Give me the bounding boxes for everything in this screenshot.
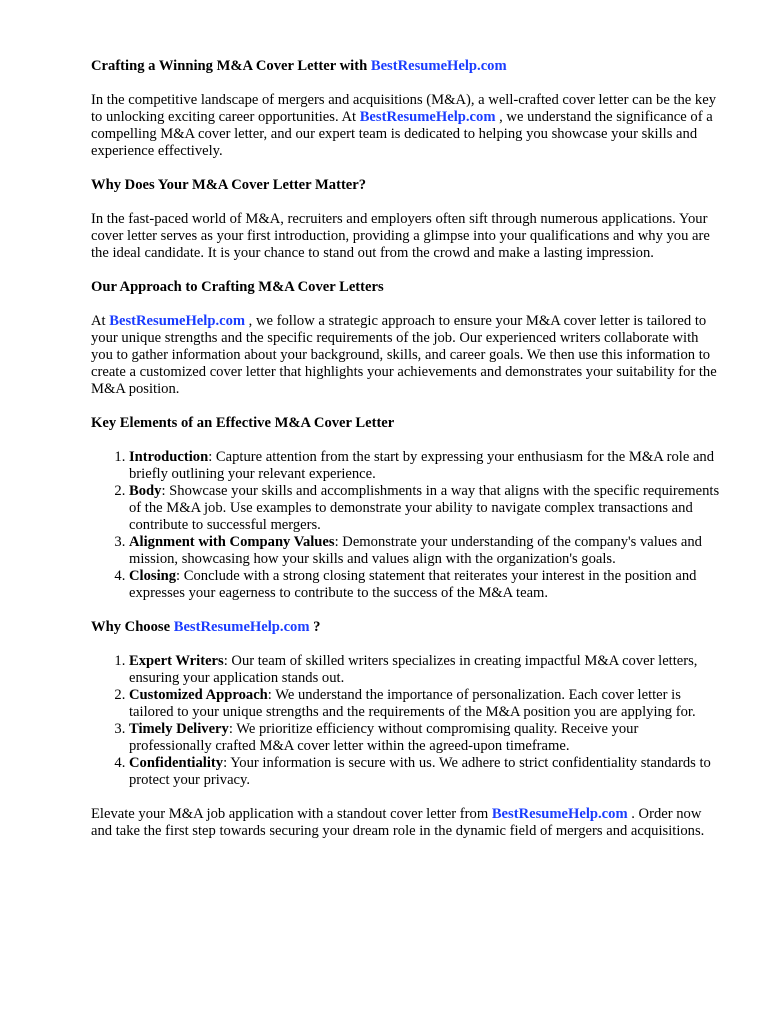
key-elements-list bbox=[91, 449, 721, 602]
list-item-text: : We understand the importance of personalization. Each cover letter is tailored to your unique strengths and the requirements of the M&A position you are applying for. bbox=[129, 687, 696, 720]
closing-brand-link[interactable]: BestResumeHelp.com bbox=[491, 806, 628, 822]
document-title bbox=[91, 58, 721, 75]
list-item bbox=[129, 534, 721, 568]
title-brand-link[interactable]: BestResumeHelp.com bbox=[370, 58, 507, 74]
list-item-text: : Demonstrate your understanding of the company's values and mission, showcasing how your skills and values align with the organization's goals. bbox=[129, 534, 702, 567]
list-item bbox=[129, 449, 721, 483]
list-item-text: : Your information is secure with us. We adhere to strict confidentiality standards to protect your privacy. bbox=[129, 755, 711, 788]
intro-paragraph bbox=[91, 92, 721, 160]
approach-text-after: , we follow a strategic approach to ensure your M&A cover letter is tailored to your unique strengths and the specific requirements of the job. Our experienced writers collaborate with you to gather information about your background, skills, and career goals. We then use this information to create a customized cover letter that highlights your achievements and demonstrates your suitability for the M&A position. bbox=[91, 313, 717, 397]
why-choose-text-after: ? bbox=[309, 619, 321, 635]
list-item bbox=[129, 721, 721, 755]
list-item-term: Confidentiality bbox=[129, 755, 224, 771]
why-matter-paragraph: In the fast-paced world of M&A, recruiters and employers often sift through numerous applications. Your cover letter serves as your first introduction, providing a glimpse into your qualifications and why you are the ideal candidate. It is your chance to stand out from the crowd and make a lasting impression. bbox=[91, 211, 710, 261]
why-choose-list bbox=[91, 653, 721, 789]
list-item-text: : Capture attention from the start by expressing your enthusiasm for the M&A role and briefly outlining your relevant experience. bbox=[129, 449, 715, 482]
approach-paragraph bbox=[91, 313, 721, 398]
heading-key-elements: Key Elements of an Effective M&A Cover Letter bbox=[91, 415, 395, 431]
document-page bbox=[91, 58, 721, 840]
intro-text-after: , we understand the significance of a compelling M&A cover letter, and our expert team is dedicated to helping you showcase your skills and experience effectively. bbox=[91, 109, 713, 159]
list-item-text: : Showcase your skills and accomplishments in a way that aligns with the specific requirements of the M&A job. Use examples to demonstrate your ability to navigate complex transactions and contribute to successful mergers. bbox=[129, 483, 720, 533]
list-item-term: Closing bbox=[129, 568, 177, 584]
list-item bbox=[129, 687, 721, 721]
list-item-text: : Our team of skilled writers specializes in creating impactful M&A cover letters, ensuring your application stands out. bbox=[129, 653, 698, 686]
list-item bbox=[129, 483, 721, 534]
approach-text-before: At bbox=[91, 313, 110, 329]
intro-brand-link[interactable]: BestResumeHelp.com bbox=[359, 109, 496, 125]
why-choose-text-before: Why Choose bbox=[91, 619, 174, 635]
approach-brand-link[interactable]: BestResumeHelp.com bbox=[109, 313, 246, 329]
heading-why-choose bbox=[91, 619, 721, 636]
closing-paragraph bbox=[91, 806, 721, 840]
list-item bbox=[129, 568, 721, 602]
list-item-term: Expert Writers bbox=[129, 653, 224, 669]
list-item-term: Alignment with Company Values bbox=[129, 534, 335, 550]
title-text: Crafting a Winning M&A Cover Letter with bbox=[91, 58, 371, 74]
list-item bbox=[129, 653, 721, 687]
list-item bbox=[129, 755, 721, 789]
list-item-term: Customized Approach bbox=[129, 687, 268, 703]
list-item-text: : We prioritize efficiency without compromising quality. Receive your professionally crafted M&A cover letter within the agreed-upon timeframe. bbox=[129, 721, 639, 754]
closing-text-after: . Order now and take the first step towards securing your dream role in the dynamic field of mergers and acquisitions. bbox=[91, 806, 705, 839]
why-choose-brand-link[interactable]: BestResumeHelp.com bbox=[173, 619, 310, 635]
heading-why-matter: Why Does Your M&A Cover Letter Matter? bbox=[91, 177, 367, 193]
heading-approach: Our Approach to Crafting M&A Cover Letters bbox=[91, 279, 384, 295]
list-item-text: : Conclude with a strong closing statement that reiterates your interest in the position and expresses your eagerness to contribute to the success of the M&A team. bbox=[129, 568, 697, 601]
list-item-term: Timely Delivery bbox=[129, 721, 229, 737]
intro-text-before: In the competitive landscape of mergers and acquisitions (M&A), a well-crafted cover letter can be the key to unlocking exciting career opportunities. At bbox=[91, 92, 716, 125]
list-item-term: Body bbox=[129, 483, 162, 499]
list-item-term: Introduction bbox=[129, 449, 209, 465]
closing-text-before: Elevate your M&A job application with a standout cover letter from bbox=[91, 806, 492, 822]
